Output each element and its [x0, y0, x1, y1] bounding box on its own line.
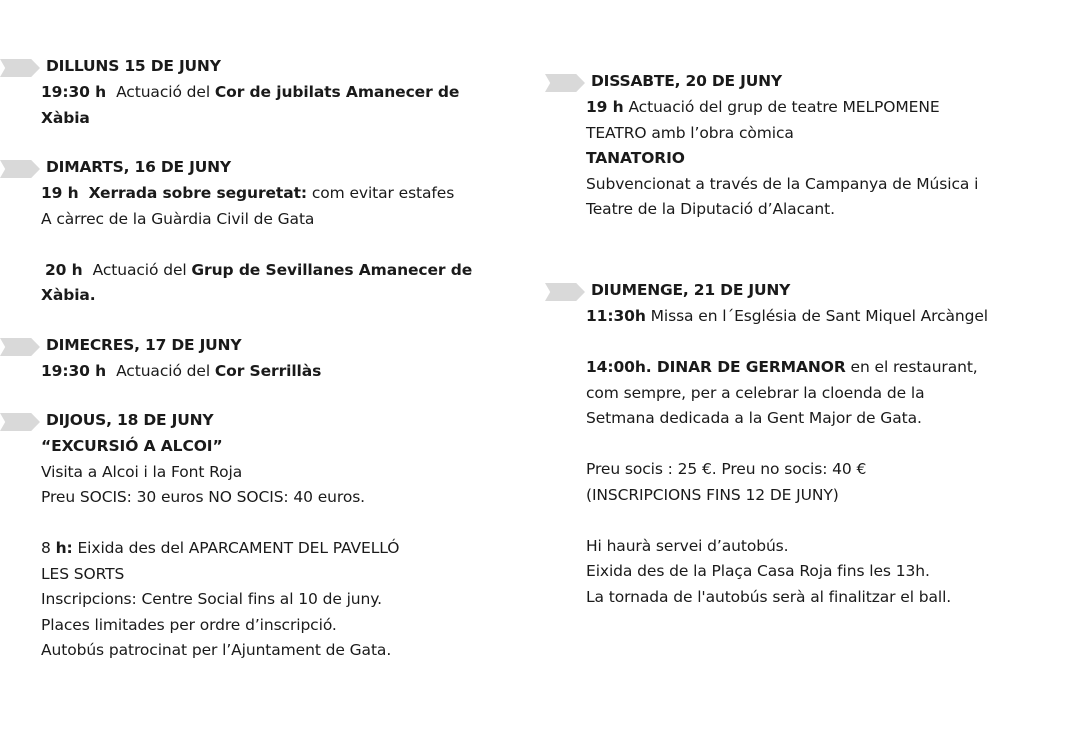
event-time: 19:30 h [41, 83, 107, 101]
arrow-icon [0, 338, 40, 356]
event-time: 8 [41, 539, 51, 557]
event-line: Places limitades per ordre d’inscripció. [41, 615, 337, 634]
event-text: Actuació del grup de teatre MELPOMENE [628, 98, 940, 116]
event-line [41, 258, 530, 284]
event-highlight: Xerrada sobre seguretat: [88, 184, 307, 202]
day-block-dilluns [0, 56, 530, 131]
event-text: Eixida des del APARCAMENT DEL PAVELLÓ [77, 539, 400, 557]
day-header [545, 280, 1065, 302]
event-text: Actuació del [116, 83, 211, 101]
event-time: 19 h [586, 98, 624, 116]
event-line [41, 359, 530, 385]
event-highlight: Xàbia. [41, 286, 96, 304]
event-line [586, 304, 1065, 330]
event-highlight: “EXCURSIÓ A ALCOI” [41, 437, 223, 455]
day-title: DIUMENGE, 21 DE JUNY [591, 281, 791, 299]
day-header [0, 335, 530, 357]
event-line [586, 146, 1065, 172]
event-highlight: Cor Serrillàs [214, 362, 322, 380]
day-title: DILLUNS 15 DE JUNY [46, 57, 221, 75]
arrow-icon [0, 160, 40, 178]
day-block-dimarts [0, 157, 530, 309]
event-text: Actuació del [92, 260, 187, 279]
event-line [41, 80, 530, 106]
day-block-dissabte [545, 71, 1065, 223]
event-line [41, 536, 530, 562]
day-header [545, 71, 1065, 93]
event-highlight: Cor de jubilats Amanecer de [214, 83, 460, 101]
arrow-icon [0, 59, 40, 77]
event-time: 19 h [41, 184, 79, 202]
day-title: DISSABTE, 20 DE JUNY [591, 72, 782, 90]
day-block-diumenge [545, 280, 1065, 610]
event-line: com sempre, per a celebrar la cloenda de la [586, 383, 925, 402]
event-line: Preu SOCIS: 30 euros NO SOCIS: 40 euros. [41, 488, 366, 506]
event-line: La tornada de l'autobús serà al finalitzar el ball. [586, 587, 952, 606]
event-line: (INSCRIPCIONS FINS 12 DE JUNY) [586, 485, 839, 504]
event-highlight: h: [55, 539, 73, 557]
event-line [41, 283, 530, 309]
event-line: LES SORTS [41, 564, 125, 583]
event-text: Actuació del [116, 362, 211, 380]
event-line: Eixida des de la Plaça Casa Roja fins les 13h. [586, 562, 930, 580]
day-title: DIMECRES, 17 DE JUNY [46, 336, 242, 354]
arrow-icon [0, 413, 40, 431]
event-line [586, 95, 1065, 121]
day-header [0, 157, 530, 179]
event-time: 20 h [45, 260, 83, 279]
event-line: Setmana dedicada a la Gent Major de Gata. [586, 409, 922, 427]
event-highlight: Grup de Sevillanes Amanecer de [191, 260, 473, 279]
event-line: TEATRO amb l’obra còmica [586, 123, 794, 142]
event-highlight: TANATORIO [586, 149, 685, 167]
event-line [41, 106, 530, 132]
event-line: Inscripcions: Centre Social fins al 10 de juny. [41, 590, 382, 608]
event-highlight: 14:00h. DINAR DE GERMANOR [586, 358, 846, 376]
day-header [0, 56, 530, 78]
event-line [41, 181, 530, 207]
event-text: en el restaurant, [850, 358, 978, 376]
event-time: 19:30 h [41, 362, 107, 380]
event-line [586, 355, 1065, 381]
event-highlight: Xàbia [41, 108, 90, 127]
event-time: 11:30h [586, 307, 646, 325]
day-block-dijous [0, 410, 530, 664]
event-line: A càrrec de la Guàrdia Civil de Gata [41, 209, 315, 228]
event-line: Autobús patrocinat per l’Ajuntament de Gata. [41, 641, 392, 659]
event-line: Teatre de la Diputació d’Alacant. [586, 200, 835, 218]
event-line [41, 434, 530, 460]
event-line: Preu socis : 25 €. Preu no socis: 40 € [586, 460, 867, 478]
day-header [0, 410, 530, 432]
event-line: Visita a Alcoi i la Font Roja [41, 462, 243, 481]
day-title: DIMARTS, 16 DE JUNY [46, 158, 231, 176]
event-line: Hi haurà servei d’autobús. [586, 536, 789, 555]
event-text: Missa en l´Església de Sant Miquel Arcàngel [650, 307, 989, 325]
day-block-dimecres [0, 335, 530, 385]
day-title: DIJOUS, 18 DE JUNY [46, 411, 214, 429]
arrow-icon [545, 283, 585, 301]
event-line: Subvencionat a través de la Campanya de Música i [586, 174, 979, 193]
event-text: com evitar estafes [311, 184, 455, 202]
arrow-icon [545, 74, 585, 92]
